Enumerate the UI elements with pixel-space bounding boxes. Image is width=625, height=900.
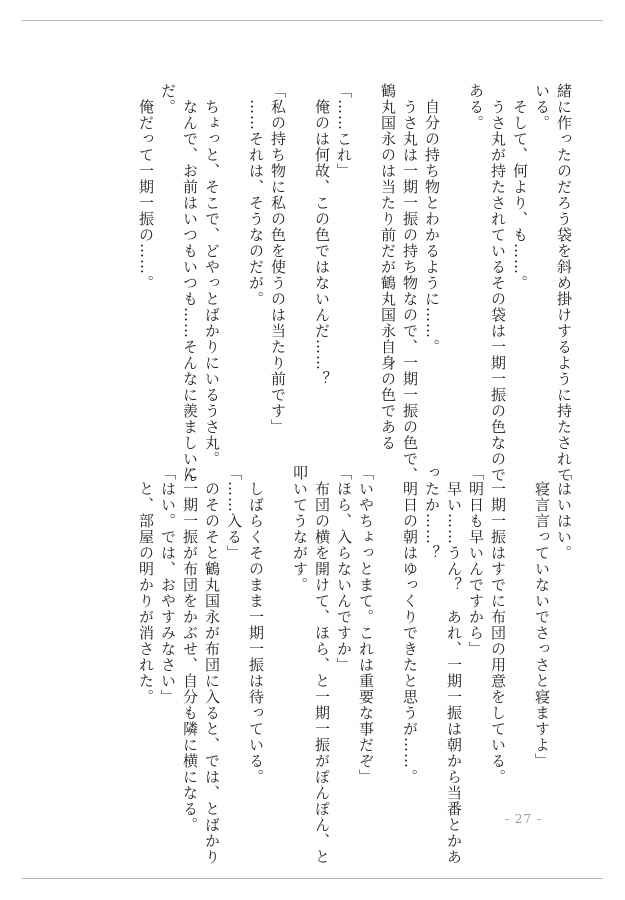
text-line: ……それは、そうなのだが。 bbox=[247, 83, 265, 307]
text-line: 「……これ」 bbox=[335, 83, 353, 179]
page-number: - 27 - bbox=[505, 812, 543, 826]
text-line: うさ丸は一期一振の持ち物なので、一期一振の色で、 bbox=[401, 83, 419, 483]
text-line: だ。 bbox=[159, 83, 177, 115]
text-line: 寝言言っていないでさっさと寝ますよ」 bbox=[533, 465, 551, 769]
text-line: 「ほら、入らないんですか」 bbox=[335, 465, 353, 673]
text-line: 早い……うん？ あれ、一期一振は朝から当番とかあ bbox=[445, 465, 463, 865]
text-line bbox=[509, 465, 531, 825]
text-line: と、部屋の明かりが消された。 bbox=[137, 465, 155, 705]
text-line: しばらくそのまま一期一振は待っている。 bbox=[247, 465, 265, 785]
text-line: 「……入る」 bbox=[225, 465, 243, 561]
text-line: 自分の持ち物とわかるように……。 bbox=[423, 83, 441, 355]
text-line bbox=[443, 83, 465, 443]
top-rule bbox=[22, 20, 603, 21]
text-line bbox=[289, 83, 311, 443]
upper-text-block bbox=[135, 83, 575, 483]
text-line: 「明日も早いんですから」 bbox=[467, 465, 485, 657]
bottom-rule bbox=[22, 878, 603, 879]
lower-text-block bbox=[135, 465, 575, 865]
text-line: 俺だって一期一振の……。 bbox=[137, 83, 155, 291]
text-line: うさ丸が持たされているその袋は一期一振の色なので bbox=[489, 83, 507, 483]
text-line: ちょっと、そこで、どやっとばかりにいるうさ丸。 bbox=[203, 83, 221, 467]
text-line: 叩いてうながす。 bbox=[291, 465, 309, 593]
text-line: 「私の持ち物に私の色を使うのは当たり前です」 bbox=[269, 83, 287, 435]
text-line: 一期一振はすでに布団の用意をしている。 bbox=[489, 465, 507, 785]
text-line bbox=[355, 83, 377, 443]
text-line: 「はい。では、おやすみなさい」 bbox=[159, 465, 177, 705]
text-line: 布団の横を開けて、ほら、と一期一振がぽんぽん、と bbox=[313, 465, 331, 865]
text-line: 「いやちょっとまて。これは重要な事だぞ」 bbox=[357, 465, 375, 785]
text-line: 緒に作ったのだろう袋を斜め掛けするように持たされて bbox=[555, 83, 573, 483]
text-line: のそのそと鶴丸国永が布団に入ると、では、とばかり bbox=[203, 465, 221, 865]
text-line bbox=[223, 83, 245, 443]
text-line: に一期一振が布団をかぶせ、自分も隣に横になる。 bbox=[181, 465, 199, 833]
text-line: なんで、お前はいつもいつも……そんなに羨ましいん bbox=[181, 83, 199, 483]
text-line: ある。 bbox=[467, 83, 485, 131]
text-line: 「はいはい。 bbox=[555, 465, 573, 561]
text-line bbox=[267, 465, 289, 825]
text-line: 俺のは何故、この色ではないんだ……？ bbox=[313, 83, 331, 387]
text-line: 鶴丸国永のは当たり前だが鶴丸国永自身の色である bbox=[379, 83, 397, 451]
text-line bbox=[377, 465, 399, 825]
text-line: 明日の朝はゆっくりできたと思うが……。 bbox=[401, 465, 419, 785]
text-line: ったか……？ bbox=[423, 465, 441, 561]
text-line: いる。 bbox=[533, 83, 551, 131]
text-line: そして、何より、も……。 bbox=[511, 83, 529, 291]
